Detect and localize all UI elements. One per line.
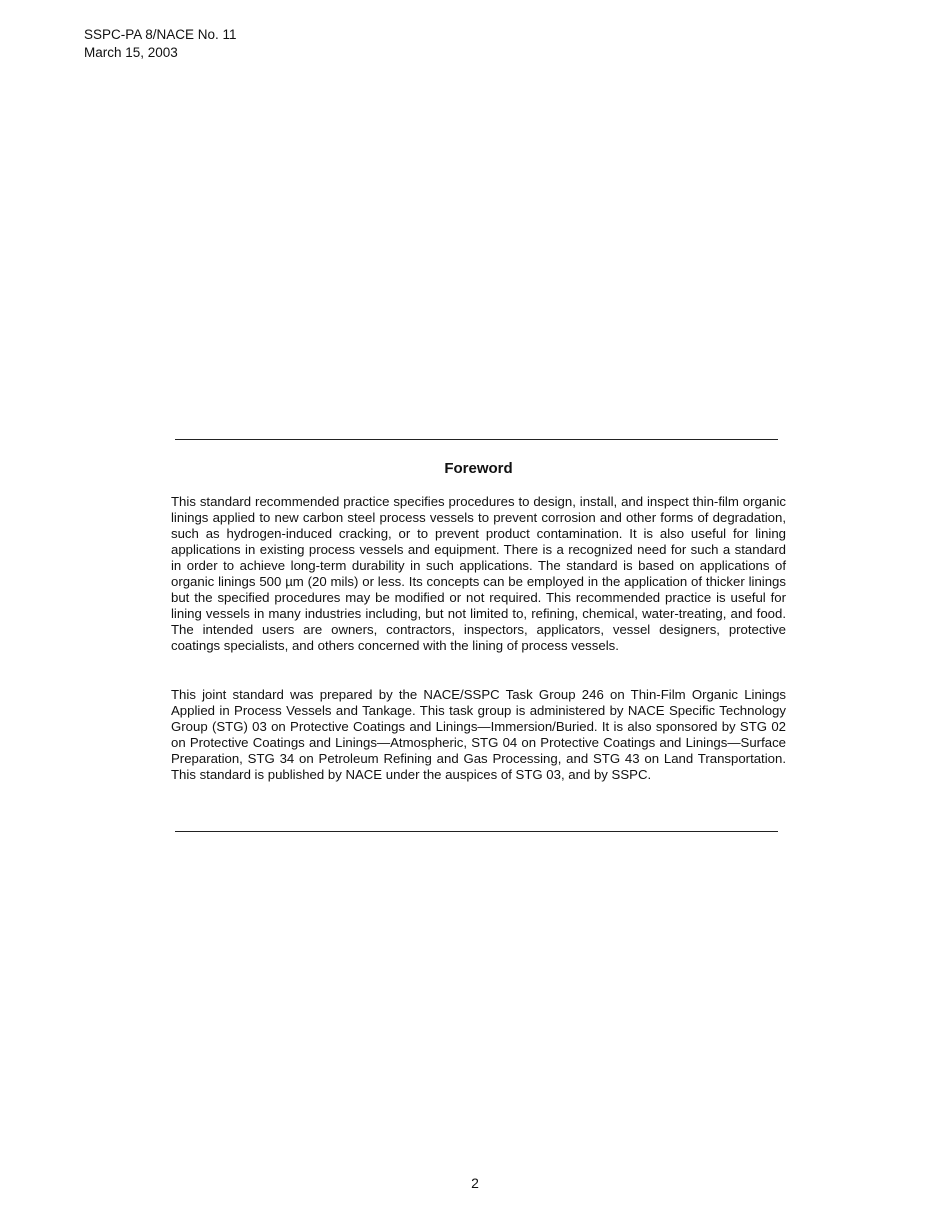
- bottom-divider: [175, 831, 778, 832]
- foreword-paragraph-2: This joint standard was prepared by the NACE/SSPC Task Group 246 on Thin-Film Organic Linings Applied in Process Vessels and Tankage. This task group is administered by NACE Specific Technology Group (STG) 03 on Protective Coatings and Linings—Immersion/Buried. It is also sponsored by STG 02 on Protective Coatings and Linings—Atmospheric, STG 04 on Protective Coatings and Linings—Surface Preparation, STG 34 on Petroleum Refining and Gas Processing, and STG 43 on Land Transportation. This standard is published by NACE under the auspices of STG 03, and by SSPC.: [171, 687, 786, 782]
- foreword-title: Foreword: [444, 460, 513, 477]
- document-date: March 15, 2003: [84, 45, 178, 60]
- top-divider: [175, 439, 778, 440]
- page-number: 2: [471, 1175, 479, 1191]
- document-id: SSPC-PA 8/NACE No. 11: [84, 27, 237, 42]
- page-header: [84, 26, 237, 62]
- foreword-paragraph-1: This standard recommended practice specifies procedures to design, install, and inspect thin-film organic linings applied to new carbon steel process vessels to prevent corrosion and other forms of degradation, such as hydrogen-induced cracking, or to prevent product contamination. It is also useful for lining applications in existing process vessels and equipment. There is a recognized need for such a standard in order to achieve long-term durability in such applications. The standard is based on applications of organic linings 500 µm (20 mils) or less. Its concepts can be employed in the application of thicker linings but the specified procedures may be modified or not required. This recommended practice is useful for lining vessels in many industries including, but not limited to, refining, chemical, water-treating, and food. The intended users are owners, contractors, inspectors, applicators, vessel designers, protective coatings specialists, and others concerned with the lining of process vessels.: [171, 494, 786, 653]
